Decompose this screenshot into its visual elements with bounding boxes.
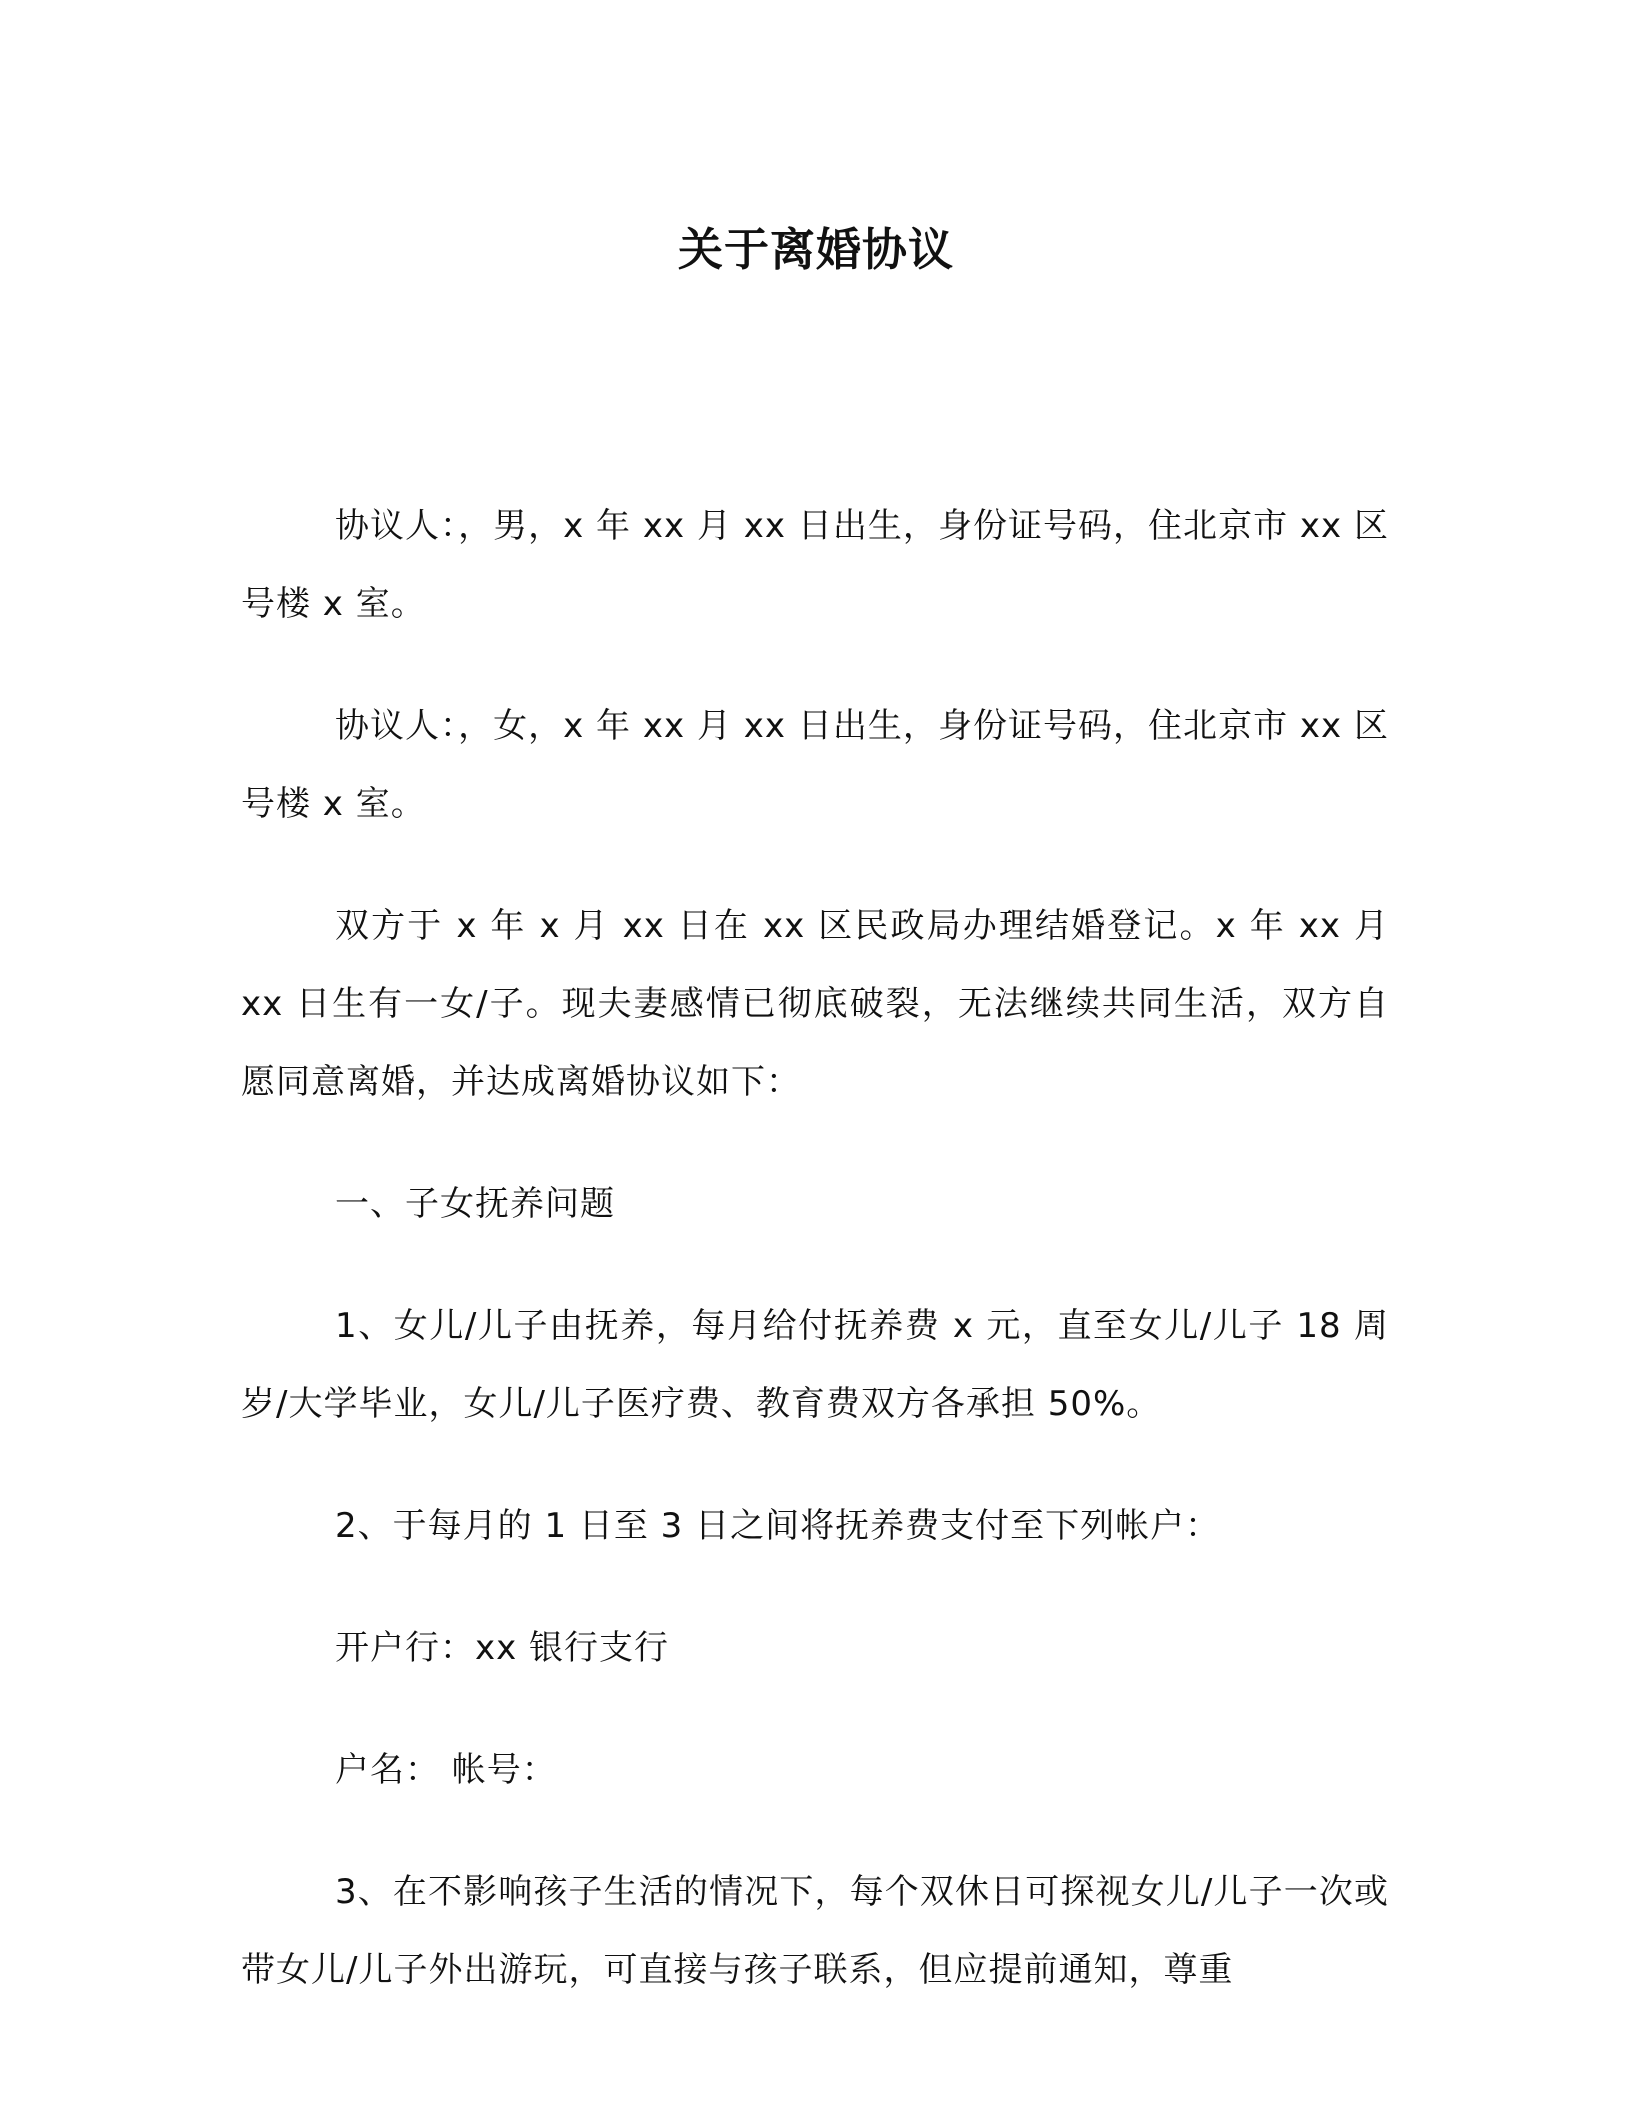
paragraph-party-female: 协议人：，女，x 年 xx 月 xx 日出生，身份证号码，住北京市 xx 区号楼 x 室。 bbox=[241, 706, 1389, 824]
paragraph-party-male: 协议人：，男，x 年 xx 月 xx 日出生，身份证号码，住北京市 xx 区号楼 x 室。 bbox=[241, 506, 1389, 624]
paragraph-clause-1: 1、女儿/儿子由抚养，每月给付抚养费 x 元，直至女儿/儿子 18 周岁/大学毕业，女儿/儿子医疗费、教育费双方各承担 50%。 bbox=[241, 1306, 1389, 1424]
paragraph-bank-name: 开户行：xx 银行支行 bbox=[335, 1628, 670, 1668]
document-body bbox=[241, 487, 1389, 2053]
paragraph-marriage-background: 双方于 x 年 x 月 xx 日在 xx 区民政局办理结婚登记。x 年 xx 月 xx 日生有一女/子。现夫妻感情已彻底破裂，无法继续共同生活，双方自愿同意离婚，并达成离婚协议如下： bbox=[241, 906, 1389, 1102]
paragraph-clause-3: 3、在不影响孩子生活的情况下，每个双休日可探视女儿/儿子一次或带女儿/儿子外出游玩，可直接与孩子联系，但应提前通知，尊重 bbox=[241, 1872, 1389, 1990]
paragraph-clause-2: 2、于每月的 1 日至 3 日之间将抚养费支付至下列帐户： bbox=[335, 1506, 1221, 1546]
section-heading-child-custody: 一、子女抚养问题 bbox=[335, 1184, 615, 1224]
document-title: 关于离婚协议 bbox=[677, 223, 954, 276]
paragraph-account-info: 户名： 帐号： bbox=[335, 1750, 557, 1790]
